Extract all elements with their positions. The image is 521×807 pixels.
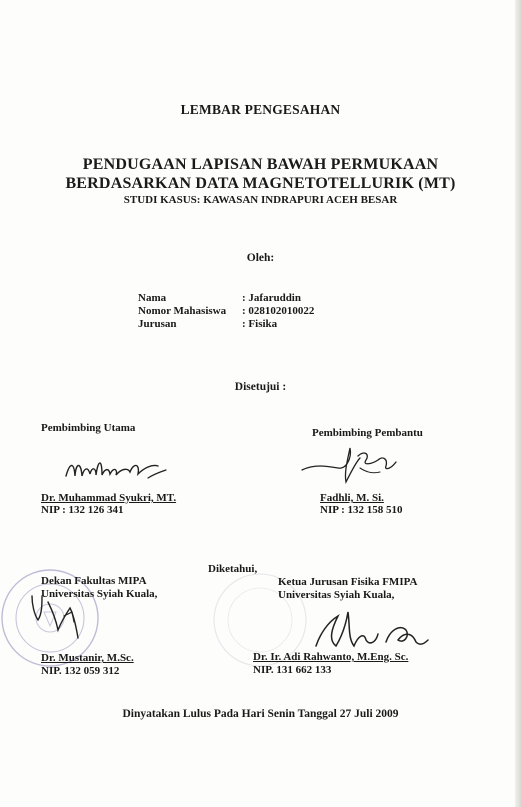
ketua-role-line-2: Universitas Syiah Kuala, <box>278 589 395 601</box>
signature-ketua <box>312 602 432 654</box>
dekan-nip: NIP. 132 059 312 <box>41 665 120 677</box>
pembimbing-pembantu-name: Fadhli, M. Si. <box>320 492 384 504</box>
disetujui-label: Disetujui : <box>234 381 287 393</box>
dekan-name: Dr. Mustanir, M.Sc. <box>41 652 134 664</box>
signature-dekan <box>28 590 108 650</box>
pembimbing-utama-name: Dr. Muhammad Syukri, MT. <box>41 492 177 504</box>
thesis-title-line-2: BERDASARKAN DATA MAGNETOTELLURIK (MT) <box>65 175 456 192</box>
info-value-jurusan: : Fisika <box>242 318 278 330</box>
pembimbing-pembantu-nip: NIP : 132 158 510 <box>320 504 403 516</box>
ketua-nip: NIP. 131 662 133 <box>253 664 332 676</box>
document-heading: LEMBAR PENGESAHAN <box>180 102 341 117</box>
thesis-title-line-1: PENDUGAAN LAPISAN BAWAH PERMUKAAN <box>82 156 439 173</box>
oleh-label: Oleh: <box>246 252 275 264</box>
ketua-role-line-1: Ketua Jurusan Fisika FMIPA <box>278 576 418 588</box>
ketua-name: Dr. Ir. Adi Rahwanto, M.Eng. Sc. <box>253 651 409 663</box>
pembimbing-pembantu-role: Pembimbing Pembantu <box>312 427 423 439</box>
info-value-nomor-mahasiswa: : 028102010022 <box>242 305 315 317</box>
signature-pembimbing-pembantu <box>300 440 400 490</box>
info-label-jurusan: Jurusan <box>138 318 177 330</box>
pembimbing-utama-nip: NIP : 132 126 341 <box>41 504 124 516</box>
signature-pembimbing-utama <box>62 448 172 486</box>
info-label-nama: Nama <box>138 292 167 304</box>
page-edge-shadow <box>515 0 521 807</box>
info-label-nomor-mahasiswa: Nomor Mahasiswa <box>138 305 227 317</box>
thesis-subtitle: STUDI KASUS: KAWASAN INDRAPURI ACEH BESAR <box>123 194 398 206</box>
graduation-statement: Dinyatakan Lulus Pada Hari Senin Tanggal 27 Juli 2009 <box>122 708 399 720</box>
dekan-role-line-2: Universitas Syiah Kuala, <box>41 588 158 600</box>
pembimbing-utama-role: Pembimbing Utama <box>41 422 136 434</box>
info-value-nama: : Jafaruddin <box>242 292 301 304</box>
dekan-role-line-1: Dekan Fakultas MIPA <box>41 575 147 587</box>
diketahui-label: Diketahui, <box>208 563 258 575</box>
